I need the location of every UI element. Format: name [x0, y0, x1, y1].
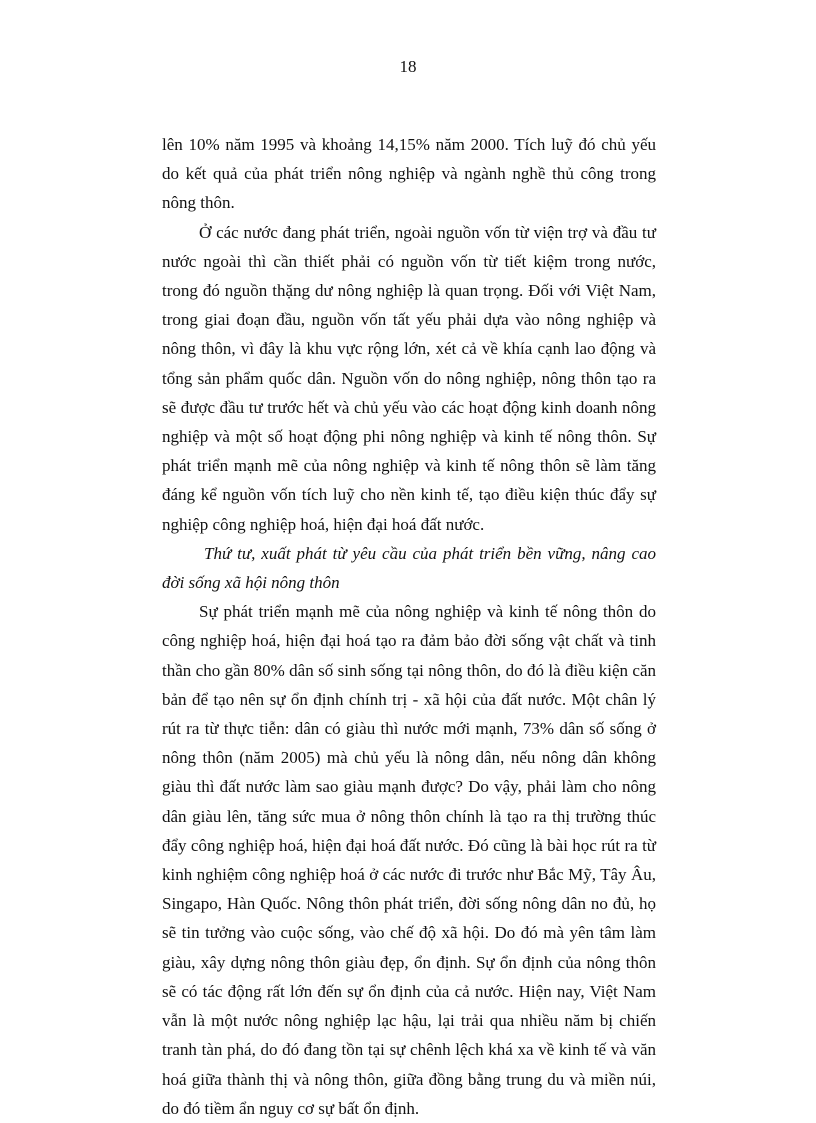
- page-number: 18: [399, 57, 417, 76]
- document-body: [162, 130, 656, 1123]
- paragraph-capital-sources: Ở các nước đang phát triển, ngoài nguồn vốn từ viện trợ và đầu tư nước ngoài thì cần thiết phải có nguồn vốn từ tiết kiệm trong nước, trong đó nguồn thặng dư nông nghiệp là quan trọng. Đối với Việt Nam, trong giai đoạn đầu, nguồn vốn tất yếu phải dựa vào nông nghiệp và nông thôn, vì đây là khu vực rộng lớn, xét cả về khía cạnh lao động và tổng sản phẩm quốc dân. Nguồn vốn do nông nghiệp, nông thôn tạo ra sẽ được đầu tư trước hết và chủ yếu vào các hoạt động kinh doanh nông nghiệp và một số hoạt động phi nông nghiệp và kinh tế nông thôn. Sự phát triển mạnh mẽ của nông nghiệp và kinh tế nông thôn sẽ làm tăng đáng kể nguồn vốn tích luỹ cho nền kinh tế, tạo điều kiện thúc đẩy sự nghiệp công nghiệp hoá, hiện đại hoá đất nước.: [162, 222, 656, 534]
- paragraph-rural-development: Sự phát triển mạnh mẽ của nông nghiệp và kinh tế nông thôn do công nghiệp hoá, hiện đại hoá tạo ra đảm bảo đời sống vật chất và tinh thần cho gần 80% dân số sinh sống tại nông thôn, do đó là điều kiện căn bản để tạo nên sự ổn định chính trị - xã hội của đất nước. Một chân lý rút ra từ thực tiễn: dân có giàu thì nước mới mạnh, 73% dân số sống ở nông thôn (năm 2005) mà chủ yếu là nông dân, nếu nông dân không giàu thì đất nước làm sao giàu mạnh được? Do vậy, phải làm cho nông dân giàu lên, tăng sức mua ở nông thôn chính là tạo ra thị trường thúc đẩy công nghiệp hoá, hiện đại hoá đất nước. Đó cũng là bài học rút ra từ kinh nghiệm công nghiệp hoá ở các nước đi trước như Bắc Mỹ, Tây Âu, Singapo, Hàn Quốc. Nông thôn phát triển, đời sống nông dân no đủ, họ sẽ tin tưởng vào cuộc sống, vào chế độ xã hội. Do đó mà yên tâm làm giàu, xây dựng nông thôn giàu đẹp, ổn định. Sự ổn định của nông thôn sẽ có tác động rất lớn đến sự ổn định của cả nước. Hiện nay, Việt Nam vẫn là một nước nông nghiệp lạc hậu, lại trải qua nhiều năm bị chiến tranh tàn phá, do đó đang tồn tại sự chênh lệch khá xa về kinh tế và văn hoá giữa thành thị và nông thôn, giữa đồng bằng trung du và miền núi, do đó tiềm ẩn nguy cơ sự bất ổn định.: [162, 602, 656, 1118]
- section-heading-fourth: Thứ tư, xuất phát từ yêu cầu của phát triển bền vững, nâng cao đời sống xã hội nông thôn: [162, 543, 656, 593]
- paragraph-continuation: lên 10% năm 1995 và khoảng 14,15% năm 2000. Tích luỹ đó chủ yếu do kết quả của phát triển nông nghiệp và ngành nghề thủ công trong nông thôn.: [162, 135, 656, 213]
